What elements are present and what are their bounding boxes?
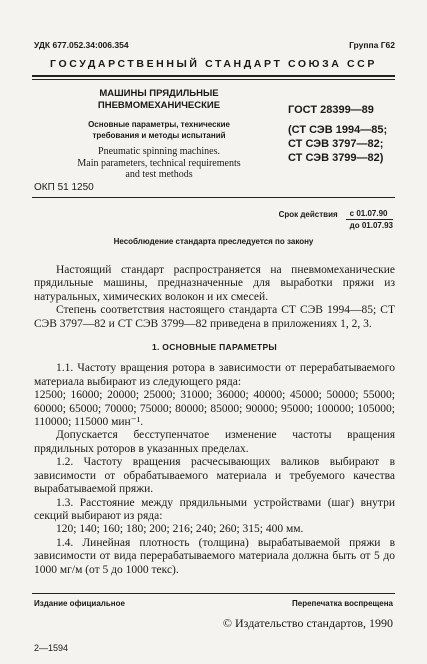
page-code: 2—1594 — [34, 643, 69, 653]
section-heading: 1. ОСНОВНЫЕ ПАРАМЕТРЫ — [151, 342, 278, 353]
clause-1-1-values: 12500; 16000; 20000; 25000; 31000; 36000; 40000; 45000; 50000; 55000; 60000; 65000; 70000; 75000; 80000; 85000; 90000; 95000; 100000; 105000; 110000; 115000 мин⁻¹. — [34, 389, 395, 429]
clause-1-1-note: Допускается бесступенчатое изменение частоты вращения прядильных роторов в указанных пределах. — [34, 429, 395, 455]
intro-paragraph: Настоящий стандарт распространяется на пневмомеханические прядильные машины, предназначенные для выработки пряжи из натуральных, химических волокон и их смесей. — [34, 264, 395, 303]
title-block — [64, 88, 254, 181]
title-en: Pneumatic spinning machines. Main parameters, technical requirements and test methods — [77, 146, 241, 180]
section-rule — [32, 197, 395, 198]
footer-rule — [32, 593, 395, 594]
subtitle-ru: Основные параметры, технические требования и методы испытаний — [88, 120, 230, 140]
okp-code: ОКП 51 1250 — [34, 182, 94, 193]
udk-code: УДК 677.052.34:006.354 — [34, 40, 129, 50]
official-edition: Издание официальное — [34, 599, 125, 608]
validity-from: с 01.07.90 — [346, 208, 393, 220]
sev-ref-1: (СТ СЭВ 1994—85; — [288, 124, 388, 136]
header-rule-thick — [32, 75, 395, 77]
reprint-notice: Перепечатка воспрещена — [292, 599, 393, 608]
title-ru: МАШИНЫ ПРЯДИЛЬНЫЕ ПНЕВМОМЕХАНИЧЕСКИЕ — [97, 88, 221, 111]
group-code: Группа Г62 — [349, 40, 395, 50]
document-body — [34, 264, 395, 577]
sev-ref-2: СТ СЭВ 3797—82; — [288, 138, 384, 150]
gost-number: ГОСТ 28399—89 — [288, 104, 374, 116]
gov-standard-title: ГОСУДАРСТВЕННЫЙ СТАНДАРТ СОЮЗА ССР — [50, 58, 377, 70]
copyright: © Издательство стандартов, 1990 — [222, 616, 393, 630]
validity-to: до 01.07.93 — [349, 221, 393, 230]
clause-1-4: 1.4. Линейная плотность (толщина) вырабатываемой пряжи в зависимости от вида перерабатываемого материала должна быть от 5 до 1000 мг/м (от 5 до 1000 текс). — [34, 536, 395, 576]
validity-dates — [346, 208, 393, 231]
footer-row — [34, 599, 393, 608]
clause-1-2: 1.2. Частоту вращения расчесывающих валиков выбирают в зависимости от обрабатываемого материала и требуемого качества вырабатываемой пряжи. — [34, 456, 395, 496]
clause-1-3-values: 120; 140; 160; 180; 200; 216; 240; 260; 315; 400 мм. — [56, 523, 304, 536]
validity-block — [279, 208, 393, 231]
header-rule-thin — [32, 79, 395, 80]
clause-1-1: 1.1. Частоту вращения ротора в зависимости от перерабатываемого материала выбирают из следующего ряда: — [34, 362, 395, 388]
header-row — [34, 40, 395, 50]
clause-1-3: 1.3. Расстояние между прядильными устройствами (шаг) внутри секций выбирают из ряда: — [34, 496, 395, 522]
standard-number-block — [288, 104, 400, 165]
validity-label: Срок действия — [278, 210, 338, 219]
sev-ref-3: СТ СЭВ 3799—82) — [288, 152, 384, 164]
correspondence-paragraph: Степень соответствия настоящего стандарта СТ СЭВ 1994—85; СТ СЭВ 3797—82 и СТ СЭВ 3799—82 приведена в приложениях 1, 2, 3. — [34, 304, 395, 330]
legal-notice: Несоблюдение стандарта преследуется по закону — [113, 237, 314, 246]
